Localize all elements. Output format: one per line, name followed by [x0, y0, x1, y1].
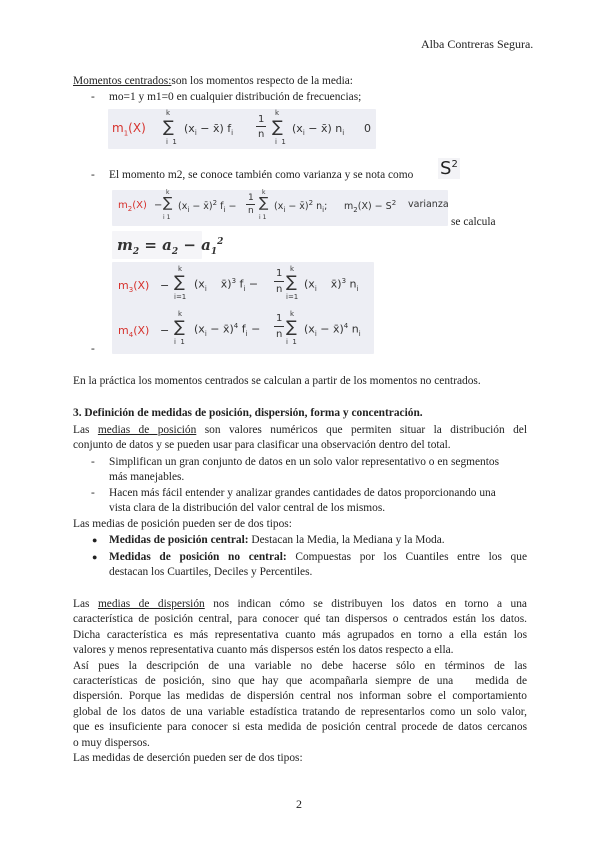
- disp-line10: o muy dispersos.: [73, 736, 150, 749]
- header-author: Alba Contreras Segura.: [421, 37, 534, 51]
- s2-symbol: [438, 158, 460, 179]
- disp-term: medias de dispersión: [97, 598, 205, 610]
- bullet1-line2: más manejables.: [109, 471, 185, 483]
- dispersion-paragraph: [73, 597, 527, 766]
- disp-line9: que es insuficiente para conocer si esta medida de posición central procede de datos cercanos: [73, 721, 527, 734]
- disp-line1-rest: nos indican cómo se distribuyen los datos en torno a una: [213, 598, 527, 610]
- p1-rest: son valores numéricos que permiten situar la distribución del: [204, 424, 527, 436]
- formula-m2: $m_2(X)$ − k ∑ i 1 ($x_i$ − x̄)$^2$ $f_i$ − 1 n k ∑ i 1 ($x_i$ − x̄)$^2$ $n_i$; $m_2(X) - S^2$ varianza: [112, 190, 448, 226]
- formula-m1: $m_1(X)$ k ∑ i 1 ($x_i$ − x̄) $f_i$ 1 n k ∑ i 1 ($x_i$ − x̄) $n_i$ 0: [108, 109, 376, 149]
- type1-label: Medidas de posición central:: [109, 534, 249, 546]
- type1-text: Destacan la Media, la Mediana y la Moda.: [251, 534, 445, 546]
- bullet-dot: ●: [92, 535, 98, 545]
- p1-prefix: Las: [73, 424, 90, 436]
- momentos-intro: son los momentos respecto de la media:: [171, 75, 353, 87]
- disp-line7: dispersión. Porque las medidas de dispersión central nos informan sobre el comportamiento: [73, 690, 527, 703]
- momentos-title: Momentos centrados:: [73, 75, 172, 87]
- bullet2-line2: vista clara de la distribución del valor central de los mismos.: [109, 502, 386, 514]
- dash-marker: -: [91, 456, 95, 468]
- dash-marker: -: [91, 169, 95, 181]
- page-number: 2: [296, 797, 302, 811]
- section3-heading: 3. Definición de medidas de posición, dispersión, forma y concentración.: [73, 407, 423, 419]
- disp-line8: global de los datos de una variable estadística tratando de representarlos como un solo valor,: [73, 705, 527, 718]
- bullet2-line1: Hacen más fácil entender y analizar grandes cantidades de datos proporcionando una: [109, 487, 496, 499]
- disp-prefix: Las: [73, 598, 90, 610]
- disp-line2: característica de posición central, para conocer qué tan dispersos o centrados están los datos.: [73, 613, 527, 626]
- formula-m2-a: $m_2 = a_2 - a_1^2$: [112, 231, 202, 259]
- p1-term: medias de posición: [97, 424, 197, 436]
- disp-line3: Dicha característica es más representativa cuanto más agrupados en torno a ella están los: [73, 628, 527, 641]
- type2-text-line2: destacan los Cuartiles, Deciles y Percentiles.: [109, 566, 313, 579]
- formula-m3-m4: $m_3(X)$ − k ∑ i=1 ($x_i$ x̄)$^3$ $f_i$ − 1 n k ∑ i=1 ($x_i$ x̄)$^3$ $n_i$ $m_4(X)$ − k ∑ i 1 ($x_i$ − x̄)$^4$ $f_i$ − 1 n k ∑ i 1 ($x_i$ − x̄)$^4$ $n_i$: [112, 262, 374, 354]
- type1: [109, 533, 445, 548]
- types-intro: Las medias de posición pueden ser de dos tipos:: [73, 518, 292, 530]
- s2-exponent: 2: [451, 159, 458, 170]
- dash-marker: -: [91, 91, 95, 103]
- type2: [109, 550, 527, 581]
- bullet-dot: ●: [92, 552, 98, 562]
- s2-letter: S: [440, 158, 452, 179]
- momentos-item2: El momento m2, se conoce también como varianza y se nota como: [109, 169, 414, 181]
- se-calcula: se calcula: [451, 216, 496, 228]
- section3-paragraph: [73, 423, 527, 454]
- momentos-intro-line: [73, 74, 353, 89]
- dash-marker: -: [91, 343, 95, 355]
- momentos-closing: En la práctica los momentos centrados se calculan a partir de los momentos no centrados.: [73, 375, 481, 387]
- disp-line6: características de posición, sino que hay que acompañarla siempre de una medida de: [73, 675, 527, 688]
- p1-line2: conjunto de datos y se pueden usar para clasificar una observación dentro del total.: [73, 439, 451, 452]
- type2-label: Medidas de posición no central:: [109, 551, 287, 563]
- formula-varianza-word: varianza: [408, 199, 449, 210]
- momentos-item1: mo=1 y m1=0 en cualquier distribución de frecuencias;: [109, 91, 362, 103]
- bullet1-line1: Simplifican un gran conjunto de datos en un solo valor representativo o en segmentos: [109, 456, 500, 468]
- type2-text-line1: Compuestas por los Cuantiles entre los que: [295, 551, 527, 563]
- disp-line5: Así pues la descripción de una variable no debe hacerse sólo en términos de las: [73, 659, 527, 672]
- disp-line4: valores y menos representativa cuanto más dispersos estén los datos respecto a ella.: [73, 644, 454, 657]
- dash-marker: -: [91, 487, 95, 499]
- disp-line11: Las medidas de deserción pueden ser de dos tipos:: [73, 752, 303, 765]
